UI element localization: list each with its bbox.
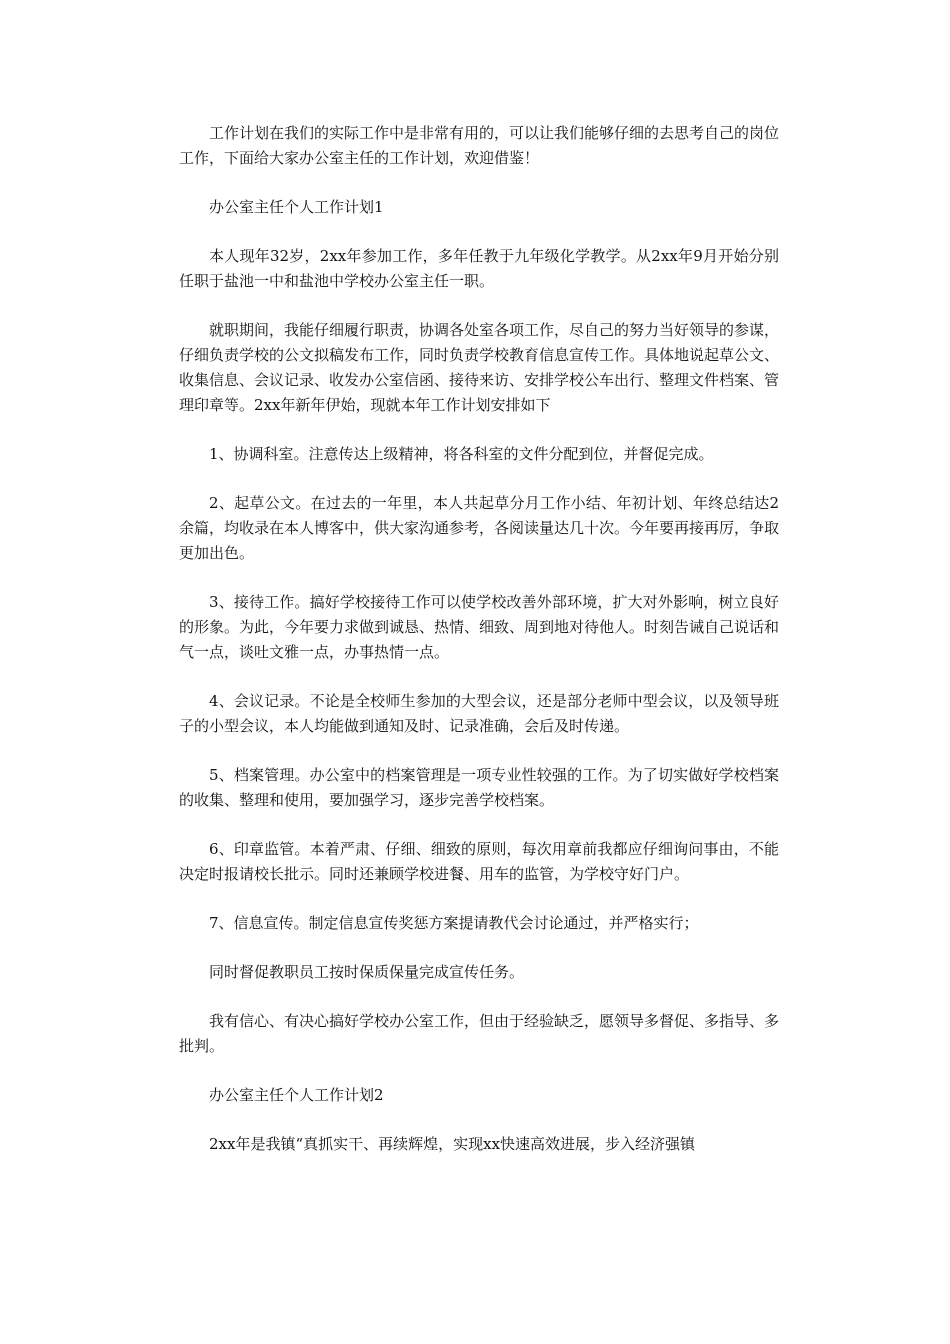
- document-body: [179, 121, 779, 1181]
- plan-item-7: 7、信息宣传。制定信息宣传奖惩方案提请教代会讨论通过，并严格实行；: [209, 914, 699, 932]
- paragraph-duties: 就职期间，我能仔细履行职责，协调各处室各项工作，尽自己的努力当好领导的参谋，仔细负责学校的公文拟稿发布工作，同时负责学校教育信息宣传工作。具体地说起草公文、收集信息、会议记录、收发办公室信函、接待来访、安排学校公车出行、整理文件档案、管理印章等。2xx年新年伊始，现就本年工作计划安排如下: [179, 321, 780, 414]
- intro-paragraph: 工作计划在我们的实际工作中是非常有用的，可以让我们能够仔细的去思考自己的岗位工作，下面给大家办公室主任的工作计划，欢迎借鉴！: [179, 124, 780, 167]
- closing-paragraph: 我有信心、有决心搞好学校办公室工作，但由于经验缺乏，愿领导多督促、多指导、多批判。: [179, 1012, 780, 1055]
- plan-item-5: 5、档案管理。办公室中的档案管理是一项专业性较强的工作。为了切实做好学校档案的收集、整理和使用，要加强学习，逐步完善学校档案。: [179, 766, 779, 809]
- section-heading-1: 办公室主任个人工作计划1: [209, 198, 384, 216]
- plan-item-7-continued: 同时督促教职员工按时保质保量完成宣传任务。: [209, 963, 525, 981]
- plan-item-6: 6、印章监管。本着严肃、仔细、细致的原则，每次用章前我都应仔细询问事由，不能决定时报请校长批示。同时还兼顾学校进餐、用车的监管，为学校守好门户。: [179, 840, 779, 883]
- plan-item-1: 1、协调科室。注意传达上级精神，将各科室的文件分配到位，并督促完成。: [209, 445, 714, 463]
- plan-item-4: 4、会议记录。不论是全校师生参加的大型会议，还是部分老师中型会议，以及领导班子的小型会议，本人均能做到通知及时、记录准确，会后及时传递。: [179, 692, 779, 735]
- section-heading-2: 办公室主任个人工作计划2: [209, 1086, 384, 1104]
- plan-item-3: 3、接待工作。搞好学校接待工作可以使学校改善外部环境，扩大对外影响，树立良好的形象。为此，今年要力求做到诚恳、热情、细致、周到地对待他人。时刻告诫自己说话和气一点，谈吐文雅一点，办事热情一点。: [179, 593, 780, 661]
- plan2-opening-paragraph: 2xx年是我镇“真抓实干、再续辉煌，实现xx快速高效进展，步入经济强镇: [209, 1135, 696, 1153]
- paragraph-background: 本人现年32岁，2xx年参加工作，多年任教于九年级化学教学。从2xx年9月开始分别任职于盐池一中和盐池中学校办公室主任一职。: [179, 247, 779, 290]
- plan-item-2: 2、起草公文。在过去的一年里，本人共起草分月工作小结、年初计划、年终总结达2余篇，均收录在本人博客中，供大家沟通参考，各阅读量达几十次。今年要再接再厉，争取更加出色。: [179, 494, 780, 562]
